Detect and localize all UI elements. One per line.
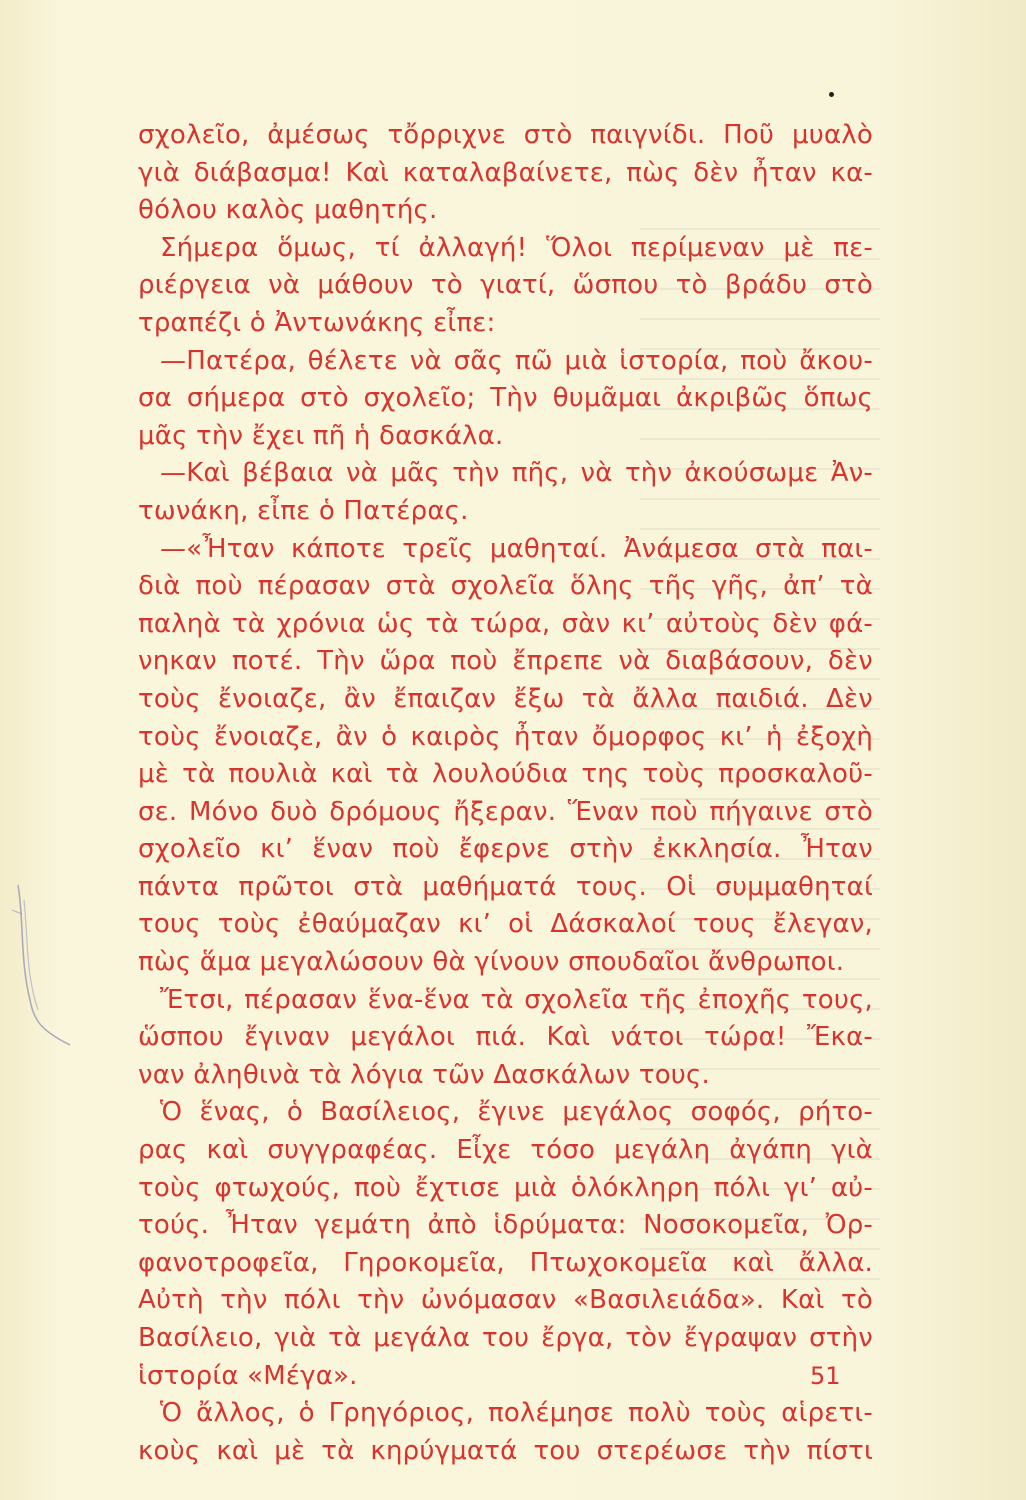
text-line: τραπέζι ὁ Ἀντωνάκης εἶπε: [138, 307, 496, 338]
text-line: θόλου καλὸς μαθητής. [138, 195, 438, 226]
page-number: 51 [810, 1362, 841, 1390]
ink-dot [829, 92, 834, 97]
text-line: γιὰ διάβασμα! Καὶ καταλαβαίνετε, πὼς δὲν ἦταν κα- [138, 157, 873, 188]
text-line: σε. Μόνο δυὸ δρόμους ἤξεραν. Ἕναν ποὺ πήγαινε στὸ [138, 796, 873, 827]
text-line: νηκαν ποτέ. Τὴν ὥρα ποὺ ἔπρεπε νὰ διαβάσουν, δὲν [138, 646, 873, 677]
text-line: ρας καὶ συγγραφέας. Εἶχε τόσο μεγάλη ἀγάπη γιὰ [138, 1135, 873, 1166]
text-line: κοὺς καὶ μὲ τὰ κηρύγματά του στερέωσε τὴν πίστι [138, 1435, 873, 1466]
text-line: πάντα πρῶτοι στὰ μαθήματά τους. Οἱ συμμαθηταί [138, 871, 873, 902]
text-line: —Καὶ βέβαια νὰ μᾶς τὴν πῆς, νὰ τὴν ἀκούσωμε Ἀν- [160, 458, 873, 489]
text-line: σχολεῖο κι’ ἕναν ποὺ ἔφερνε στὴν ἐκκλησία. Ἦταν [138, 834, 873, 865]
text-line: μᾶς τὴν ἔχει πῆ ἡ δασκάλα. [138, 420, 504, 451]
text-line: Ὁ ἄλλος, ὁ Γρηγόριος, πολέμησε πολὺ τοὺς αἱρετι- [160, 1398, 873, 1429]
text-line: διὰ ποὺ πέρασαν στὰ σχολεῖα ὅλης τῆς γῆς, ἀπ’ τὰ [138, 571, 873, 602]
pencil-scribble-mark [10, 880, 80, 1050]
text-line: ὥσπου ἔγιναν μεγάλοι πιά. Καὶ νάτοι τώρα! Ἔκα- [138, 1022, 873, 1053]
text-line: τοὺς ἔνοιαζε, ἂν ὁ καιρὸς ἦταν ὄμορφος κι’ ἡ ἐξοχὴ [138, 721, 873, 752]
text-line: παληὰ τὰ χρόνια ὡς τὰ τώρα, σὰν κι’ αὐτοὺς δὲν φά- [138, 608, 873, 639]
text-line: τούς. Ἦταν γεμάτη ἀπὸ ἱδρύματα: Νοσοκομεῖα, Ὀρ- [138, 1210, 873, 1241]
text-line: Ἔτσι, πέρασαν ἕνα-ἕνα τὰ σχολεῖα τῆς ἐποχῆς τους, [160, 984, 873, 1015]
body-text [138, 117, 873, 1470]
text-line: φανοτροφεῖα, Γηροκομεῖα, Πτωχοκομεῖα καὶ ἄλλα. [138, 1247, 873, 1278]
text-line: Σήμερα ὅμως, τί ἀλλαγή! Ὅλοι περίμεναν μὲ πε- [160, 232, 873, 263]
text-line: σα σήμερα στὸ σχολεῖο; Τὴν θυμᾶμαι ἀκριβῶς ὅπως [138, 383, 873, 414]
text-line: ἱστορία «Μέγα». [138, 1360, 358, 1391]
text-line: ναν ἀληθινὰ τὰ λόγια τῶν Δασκάλων τους. [138, 1059, 710, 1090]
text-line: τοὺς ἔνοιαζε, ἂν ἔπαιζαν ἔξω τὰ ἄλλα παιδιά. Δὲν [138, 683, 873, 714]
text-line: Ὁ ἕνας, ὁ Βασίλειος, ἔγινε μεγάλος σοφός, ρήτο- [160, 1097, 873, 1128]
text-line: —«Ἦταν κάποτε τρεῖς μαθηταί. Ἀνάμεσα στὰ παι- [160, 533, 873, 564]
text-line: ριέργεια νὰ μάθουν τὸ γιατί, ὥσπου τὸ βράδυ στὸ [138, 270, 873, 301]
text-line: τους τοὺς ἐθαύμαζαν κι’ οἱ Δάσκαλοί τους ἔλεγαν, [138, 909, 873, 940]
text-line: πὼς ἅμα μεγαλώσουν θὰ γίνουν σπουδαῖοι ἄνθρωποι. [138, 947, 845, 978]
text-line: Αὐτὴ τὴν πόλι τὴν ὠνόμασαν «Βασιλειάδα». Καὶ τὸ [138, 1285, 873, 1316]
text-line: τοὺς φτωχούς, ποὺ ἔχτισε μιὰ ὁλόκληρη πόλι γι’ αὐ- [138, 1172, 873, 1203]
text-line: —Πατέρα, θέλετε νὰ σᾶς πῶ μιὰ ἱστορία, ποὺ ἄκου- [160, 345, 873, 376]
text-line: μὲ τὰ πουλιὰ καὶ τὰ λουλούδια της τοὺς προσκαλοῦ- [138, 759, 873, 790]
text-line: σχολεῖο, ἀμέσως τὄρριχνε στὸ παιγνίδι. Ποῦ μυαλὸ [138, 120, 873, 150]
text-line: Βασίλειο, γιὰ τὰ μεγάλα του ἔργα, τὸν ἔγραψαν στὴν [138, 1323, 873, 1353]
text-line: τωνάκη, εἶπε ὁ Πατέρας. [138, 495, 469, 526]
